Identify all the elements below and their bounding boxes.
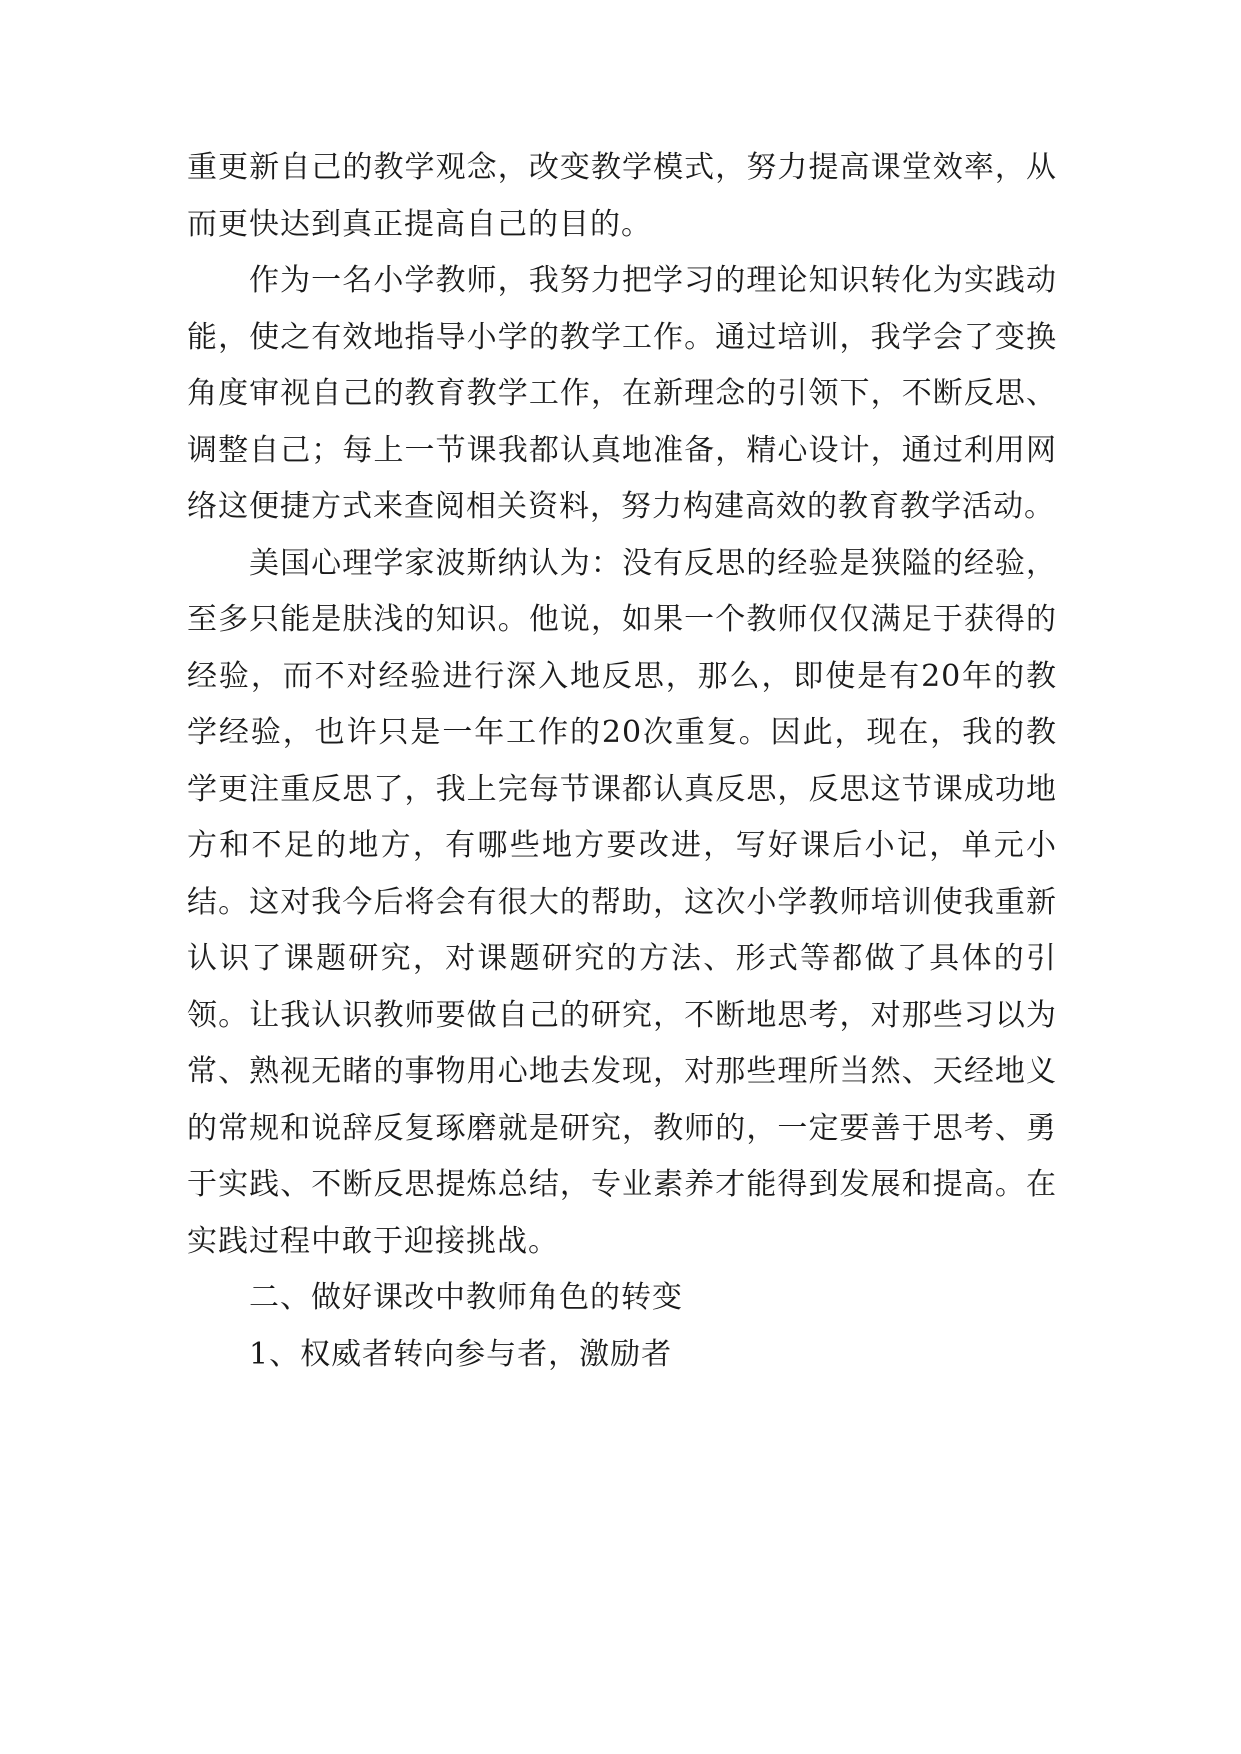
subsection-heading: 1、权威者转向参与者，激励者 — [249, 1336, 673, 1372]
paragraph-teacher-practice: 作为一名小学教师，我努力把学习的理论知识转化为实践动能，使之有效地指导小学的教学工作。通过培训，我学会了变换角度审视自己的教育教学工作，在新理念的引领下，不断反思、调整自己；每上一节课我都认真地准备，精心设计，通过利用网络这便捷方式来查阅相关资料，努力构建高效的教育教学活动。 — [187, 263, 1057, 524]
paragraph-reflection: 美国心理学家波斯纳认为：没有反思的经验是狭隘的经验，至多只能是肤浅的知识。他说，如果一个教师仅仅满足于获得的经验，而不对经验进行深入地反思，那么，即使是有20年的教学经验，也许只是一年工作的20次重复。因此，现在，我的教学更注重反思了，我上完每节课都认真反思，反思这节课成功地方和不足的地方，有哪些地方要改进，写好课后小记，单元小结。这对我今后将会有很大的帮助，这次小学教师培训使我重新认识了课题研究，对课题研究的方法、形式等都做了具体的引领。让我认识教师要做自己的研究，不断地思考，对那些习以为常、熟视无睹的事物用心地去发现，对那些理所当然、天经地义的常规和说辞反复琢磨就是研究，教师的，一定要善于思考、勇于实践、不断反思提炼总结，专业素养才能得到发展和提高。在实践过程中敢于迎接挑战。 — [187, 545, 1057, 1259]
section-heading: 二、做好课改中教师角色的转变 — [249, 1280, 683, 1315]
paragraph-continuation: 重更新自己的教学观念，改变教学模式，努力提高课堂效率，从而更快达到真正提高自己的目的。 — [187, 150, 1057, 242]
document-body — [187, 140, 1057, 1383]
